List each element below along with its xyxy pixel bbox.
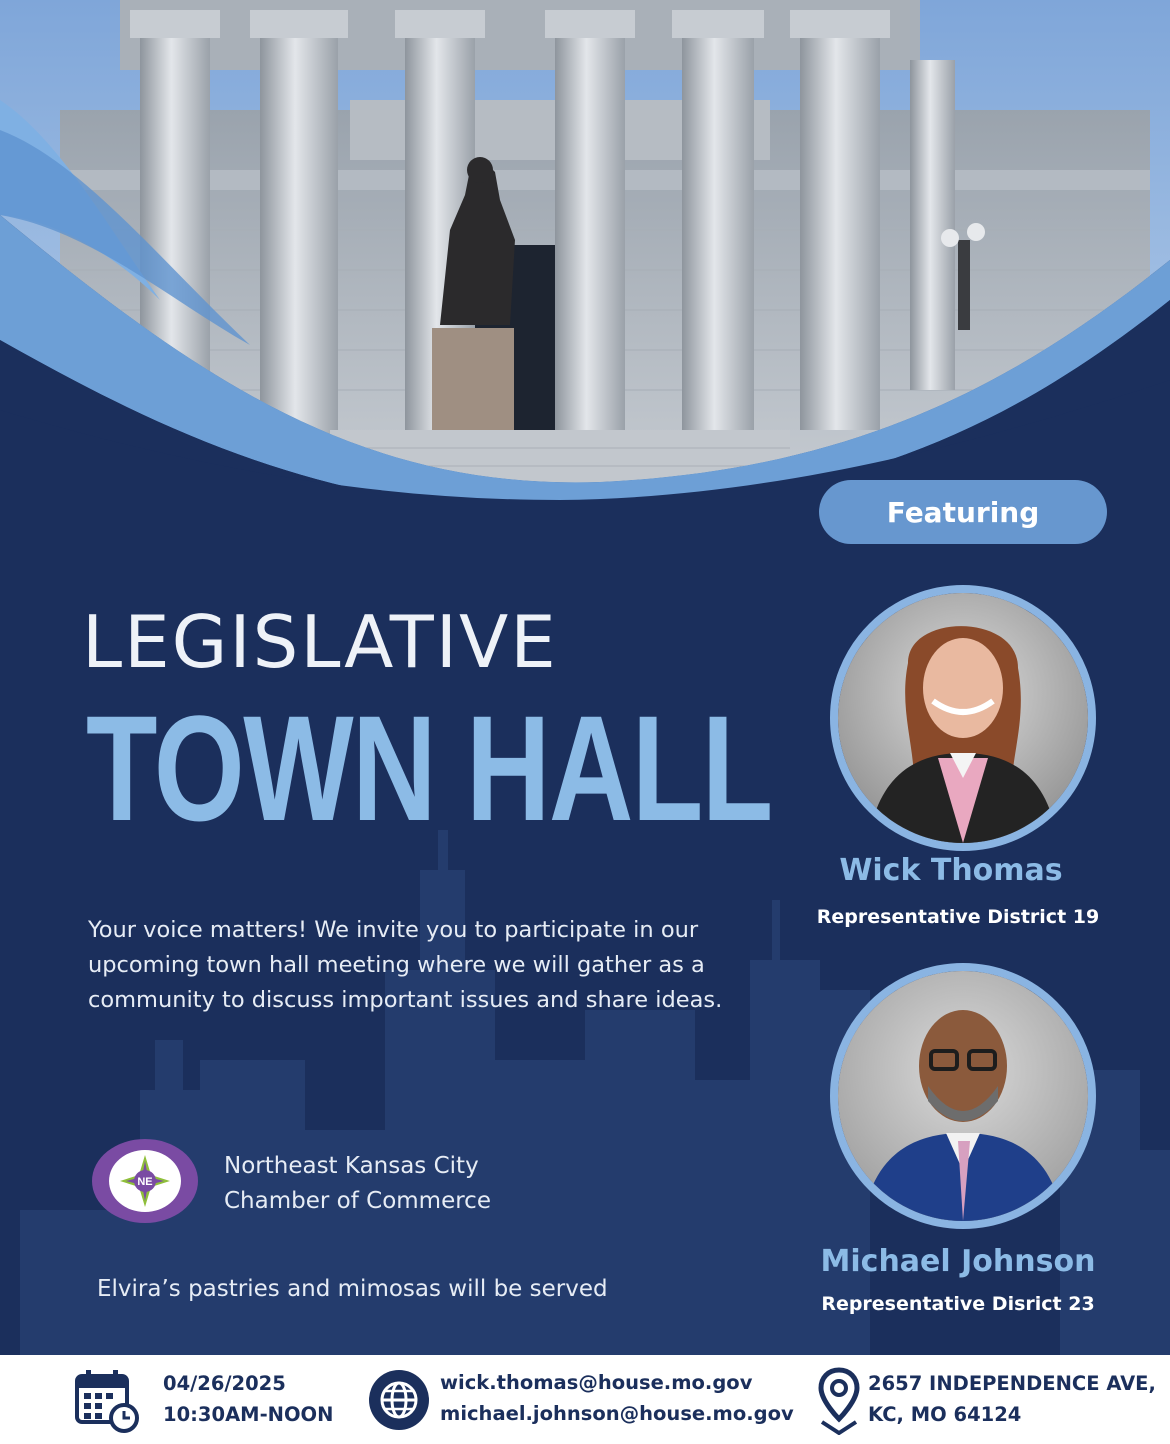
chamber-logo xyxy=(90,1137,200,1225)
speaker-2-role: Representative Disrict 23 xyxy=(821,1293,1095,1315)
speaker-2-name: Michael Johnson xyxy=(820,1244,1096,1279)
capitol-building-photo xyxy=(0,0,1170,520)
speaker-1-role: Representative District 19 xyxy=(816,906,1100,928)
speaker-1-name: Wick Thomas xyxy=(839,853,1063,888)
refreshments-note: Elvira’s pastries and mimosas will be served xyxy=(97,1276,608,1302)
footer-info-bar xyxy=(0,1355,1170,1444)
speaker-2-photo xyxy=(830,963,1096,1229)
calendar-clock-icon xyxy=(74,1368,140,1434)
event-date: 04/26/2025 xyxy=(163,1372,286,1395)
location-pin-icon xyxy=(818,1367,860,1435)
email-link-1[interactable]: wick.thomas@house.mo.gov xyxy=(440,1371,753,1394)
speaker-1-photo xyxy=(830,585,1096,851)
event-title-line2: TOWN HALL xyxy=(86,684,772,852)
featuring-badge: Featuring xyxy=(819,480,1107,544)
event-title-line1: LEGISLATIVE xyxy=(82,600,558,684)
event-date-time xyxy=(163,1368,333,1430)
event-address xyxy=(868,1368,1156,1430)
chamber-name-line1: Northeast Kansas City xyxy=(224,1153,479,1179)
contact-emails xyxy=(440,1367,794,1429)
event-intro: Your voice matters! We invite you to participate in our upcoming town hall meeting where we will gather as a community to discuss important issues and share ideas. xyxy=(88,917,723,1013)
chamber-logo-text: NE xyxy=(137,1176,153,1188)
address-line-1: 2657 INDEPENDENCE AVE, xyxy=(868,1372,1156,1395)
globe-icon xyxy=(368,1369,430,1431)
email-link-2[interactable]: michael.johnson@house.mo.gov xyxy=(440,1402,794,1425)
address-line-2: KC, MO 64124 xyxy=(868,1403,1022,1426)
chamber-name-line2: Chamber of Commerce xyxy=(224,1188,491,1214)
event-time: 10:30AM-NOON xyxy=(163,1403,334,1426)
chamber-name xyxy=(224,1149,491,1219)
